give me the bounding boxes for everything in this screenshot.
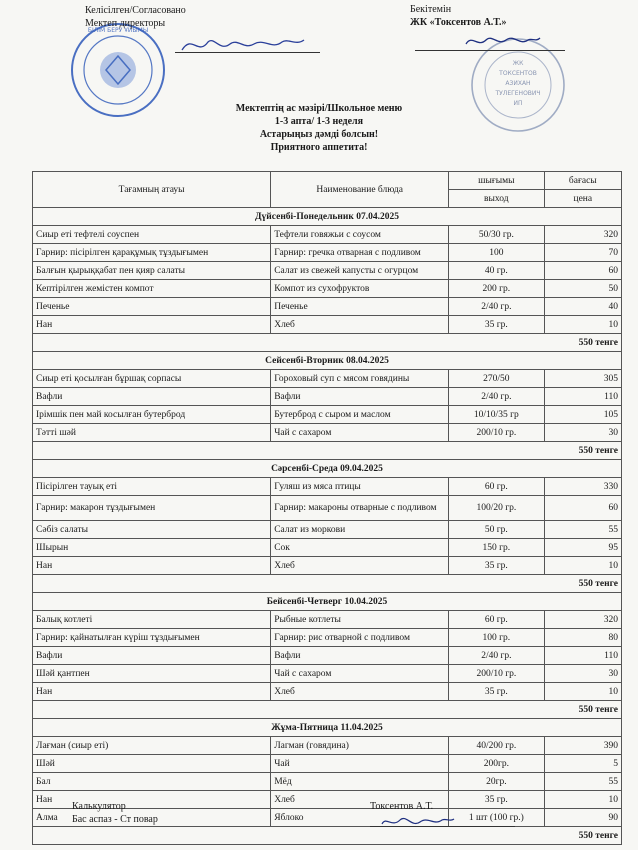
dish-price: 330 xyxy=(544,478,621,496)
dish-name-kz: Гарнир: макарон тұздығымен xyxy=(33,496,271,521)
day-header-row xyxy=(33,719,622,737)
title-line-2: 1-3 апта/ 1-3 неделя xyxy=(274,116,364,127)
dish-name-ru: Мёд xyxy=(271,773,449,791)
table-row xyxy=(33,316,622,334)
dish-price: 50 xyxy=(544,280,621,298)
dish-name-ru: Чай xyxy=(271,755,449,773)
menu-table-body xyxy=(33,208,622,845)
dish-name-ru: Рыбные котлеты xyxy=(271,611,449,629)
table-row xyxy=(33,244,622,262)
dish-name-kz: Шәй қантпен xyxy=(33,665,271,683)
dish-output: 40 гр. xyxy=(449,262,544,280)
dish-name-kz: Пісірілген тауық еті xyxy=(33,478,271,496)
dish-name-ru: Хлеб xyxy=(271,683,449,701)
dish-name-ru: Гуляш из мяса птицы xyxy=(271,478,449,496)
day-total-row xyxy=(33,334,622,352)
dish-name-kz: Кептірілген жемістен компот xyxy=(33,280,271,298)
dish-name-kz: Балғын қырыққабат пен қияр салаты xyxy=(33,262,271,280)
dish-output: 60 гр. xyxy=(449,478,544,496)
dish-price: 110 xyxy=(544,388,621,406)
table-row xyxy=(33,665,622,683)
dish-output: 2/40 гр. xyxy=(449,298,544,316)
dish-output: 100 гр. xyxy=(449,629,544,647)
day-title: Сейсенбі-Вторник 08.04.2025 xyxy=(33,352,622,370)
head-cook-label: Бас аспаз - Ст повар xyxy=(72,814,158,825)
dish-output: 1 шт (100 гр.) xyxy=(449,809,544,827)
svg-text:ТОКСЕНТОВ: ТОКСЕНТОВ xyxy=(499,70,537,77)
dish-price: 55 xyxy=(544,773,621,791)
day-header-row xyxy=(33,593,622,611)
dish-price: 70 xyxy=(544,244,621,262)
svg-text:АЗИХАН: АЗИХАН xyxy=(505,80,531,87)
dish-price: 105 xyxy=(544,406,621,424)
day-title: Бейсенбі-Четверг 10.04.2025 xyxy=(33,593,622,611)
dish-name-ru: Гарнир: макароны отварные с подливом xyxy=(271,496,449,521)
table-row xyxy=(33,557,622,575)
approval-block-left xyxy=(85,4,186,30)
dish-price: 5 xyxy=(544,755,621,773)
table-row xyxy=(33,737,622,755)
table-row xyxy=(33,629,622,647)
menu-table xyxy=(32,171,622,845)
table-row xyxy=(33,521,622,539)
table-row xyxy=(33,262,622,280)
day-header-row xyxy=(33,352,622,370)
dish-name-ru: Салат из свежей капусты с огурцом xyxy=(271,262,449,280)
approval-block-right xyxy=(410,3,506,29)
agreed-label: Келісілген/Согласовано xyxy=(85,5,186,16)
dish-output: 270/50 xyxy=(449,370,544,388)
title-line-4: Приятного аппетита! xyxy=(270,142,368,153)
dish-name-ru: Салат из моркови xyxy=(271,521,449,539)
dish-output: 60 гр. xyxy=(449,611,544,629)
footer-left xyxy=(72,800,158,826)
svg-text:ИП: ИП xyxy=(513,100,523,107)
dish-output: 35 гр. xyxy=(449,791,544,809)
dish-name-kz: Гарнир: қайнатылған күріш тұздығымен xyxy=(33,629,271,647)
day-title: Дүйсенбі-Понедельник 07.04.2025 xyxy=(33,208,622,226)
dish-output: 100 xyxy=(449,244,544,262)
dish-output: 100/20 гр. xyxy=(449,496,544,521)
dish-price: 95 xyxy=(544,539,621,557)
dish-name-kz: Нан xyxy=(33,316,271,334)
dish-output: 200/10 гр. xyxy=(449,665,544,683)
dish-price: 10 xyxy=(544,557,621,575)
dish-name-ru: Хлеб xyxy=(271,791,449,809)
dish-name-ru: Гарнир: гречка отварная с подливом xyxy=(271,244,449,262)
day-total-row xyxy=(33,442,622,460)
dish-price: 30 xyxy=(544,665,621,683)
dish-price: 320 xyxy=(544,611,621,629)
dish-name-ru: Тефтели говяжьи с соусом xyxy=(271,226,449,244)
entrepreneur-name: ЖК «Токсентов А.Т.» xyxy=(410,17,507,28)
table-row xyxy=(33,370,622,388)
approve-label: Бекітемін xyxy=(410,4,452,15)
svg-text:ТУЛЕГЕНОВИЧ: ТУЛЕГЕНОВИЧ xyxy=(495,90,541,97)
dish-output: 50 гр. xyxy=(449,521,544,539)
dish-price: 305 xyxy=(544,370,621,388)
dish-price: 30 xyxy=(544,424,621,442)
dish-price: 320 xyxy=(544,226,621,244)
dish-name-ru: Вафли xyxy=(271,388,449,406)
dish-name-kz: Шырын xyxy=(33,539,271,557)
dish-price: 60 xyxy=(544,496,621,521)
footer-signature xyxy=(378,810,458,832)
dish-name-ru: Компот из сухофруктов xyxy=(271,280,449,298)
table-row xyxy=(33,755,622,773)
school-director-label: Мектеп директоры xyxy=(85,18,166,29)
dish-output: 20гр. xyxy=(449,773,544,791)
table-row xyxy=(33,424,622,442)
col-header-price-ru: цена xyxy=(544,190,621,208)
director-signature xyxy=(178,32,308,58)
footer-signer-name: Токсентов А.Т. xyxy=(370,801,434,812)
dish-output: 2/40 гр. xyxy=(449,647,544,665)
dish-name-kz: Ірімшік пен май косылған бутерброд xyxy=(33,406,271,424)
dish-name-kz: Вафли xyxy=(33,647,271,665)
table-row xyxy=(33,388,622,406)
menu-title xyxy=(0,102,638,154)
dish-name-kz: Нан xyxy=(33,791,271,809)
dish-output: 35 гр. xyxy=(449,557,544,575)
dish-name-kz: Сиыр еті қосылған бұршақ сорпасы xyxy=(33,370,271,388)
dish-name-ru: Хлеб xyxy=(271,316,449,334)
dish-name-kz: Сиыр еті тефтелі соуспен xyxy=(33,226,271,244)
dish-name-ru: Сок xyxy=(271,539,449,557)
dish-price: 10 xyxy=(544,316,621,334)
day-title: Жұма-Пятница 11.04.2025 xyxy=(33,719,622,737)
dish-price: 10 xyxy=(544,791,621,809)
table-row xyxy=(33,683,622,701)
col-header-output-ru: выход xyxy=(449,190,544,208)
calculator-label: Калькулятор xyxy=(72,801,126,812)
dish-price: 55 xyxy=(544,521,621,539)
dish-output: 150 гр. xyxy=(449,539,544,557)
dish-output: 200 гр. xyxy=(449,280,544,298)
day-header-row xyxy=(33,208,622,226)
dish-output: 200гр. xyxy=(449,755,544,773)
dish-name-ru: Лагман (говядина) xyxy=(271,737,449,755)
col-header-output-kz: шығымы xyxy=(449,172,544,190)
dish-price: 110 xyxy=(544,647,621,665)
table-row xyxy=(33,539,622,557)
col-header-ru: Наименование блюда xyxy=(271,172,449,208)
dish-price: 40 xyxy=(544,298,621,316)
dish-name-kz: Балық котлеті xyxy=(33,611,271,629)
dish-name-ru: Гарнир: рис отварной с подливом xyxy=(271,629,449,647)
dish-output: 50/30 гр. xyxy=(449,226,544,244)
table-row xyxy=(33,298,622,316)
entrepreneur-signature xyxy=(462,30,542,52)
title-line-3: Астарыңыз дәмді болсын! xyxy=(259,129,379,140)
dish-name-ru: Бутерброд с сыром и маслом xyxy=(271,406,449,424)
day-total-row xyxy=(33,701,622,719)
dish-output: 2/40 гр. xyxy=(449,388,544,406)
table-row xyxy=(33,773,622,791)
dish-price: 60 xyxy=(544,262,621,280)
dish-name-ru: Гороховый суп с мясом говядины xyxy=(271,370,449,388)
table-row xyxy=(33,280,622,298)
dish-price: 390 xyxy=(544,737,621,755)
dish-name-kz: Сәбіз салаты xyxy=(33,521,271,539)
dish-name-kz: Шәй xyxy=(33,755,271,773)
school-seal-text: БІЛІМ БЕРУ ҰЙЫМЫ xyxy=(87,27,149,34)
dish-name-kz: Печенье xyxy=(33,298,271,316)
day-total: 550 тенге xyxy=(33,827,622,845)
dish-name-ru: Чай с сахаром xyxy=(271,665,449,683)
table-row xyxy=(33,496,622,521)
dish-output: 200/10 гр. xyxy=(449,424,544,442)
table-header-row xyxy=(33,172,622,190)
dish-name-kz: Гарнир: пісірілген қарақұмық тұздығымен xyxy=(33,244,271,262)
dish-price: 90 xyxy=(544,809,621,827)
dish-name-kz: Вафли xyxy=(33,388,271,406)
dish-price: 80 xyxy=(544,629,621,647)
table-row xyxy=(33,406,622,424)
dish-name-ru: Вафли xyxy=(271,647,449,665)
col-header-kz: Тағамның атауы xyxy=(33,172,271,208)
title-line-1: Мектептің ас мәзірі/Школьное меню xyxy=(235,103,403,114)
day-total-row xyxy=(33,575,622,593)
svg-text:ЖК: ЖК xyxy=(512,60,524,67)
day-total: 550 тенге xyxy=(33,442,622,460)
dish-name-ru: Яблоко xyxy=(271,809,449,827)
dish-name-kz: Алма xyxy=(33,809,271,827)
dish-name-kz: Бал xyxy=(33,773,271,791)
dish-name-kz: Нан xyxy=(33,557,271,575)
day-total: 550 тенге xyxy=(33,334,622,352)
dish-output: 40/200 гр. xyxy=(449,737,544,755)
col-header-price-kz: бағасы xyxy=(544,172,621,190)
day-total: 550 тенге xyxy=(33,575,622,593)
dish-output: 35 гр. xyxy=(449,316,544,334)
dish-name-ru: Печенье xyxy=(271,298,449,316)
day-total-row xyxy=(33,827,622,845)
dish-price: 10 xyxy=(544,683,621,701)
day-header-row xyxy=(33,460,622,478)
day-title: Сәрсенбі-Среда 09.04.2025 xyxy=(33,460,622,478)
dish-name-kz: Тәтті шәй xyxy=(33,424,271,442)
table-row xyxy=(33,647,622,665)
dish-name-ru: Чай с сахаром xyxy=(271,424,449,442)
table-row xyxy=(33,226,622,244)
dish-output: 10/10/35 гр xyxy=(449,406,544,424)
dish-output: 35 гр. xyxy=(449,683,544,701)
table-row xyxy=(33,611,622,629)
dish-name-ru: Хлеб xyxy=(271,557,449,575)
dish-name-kz: Нан xyxy=(33,683,271,701)
day-total: 550 тенге xyxy=(33,701,622,719)
dish-name-kz: Лағман (сиыр еті) xyxy=(33,737,271,755)
table-row xyxy=(33,478,622,496)
